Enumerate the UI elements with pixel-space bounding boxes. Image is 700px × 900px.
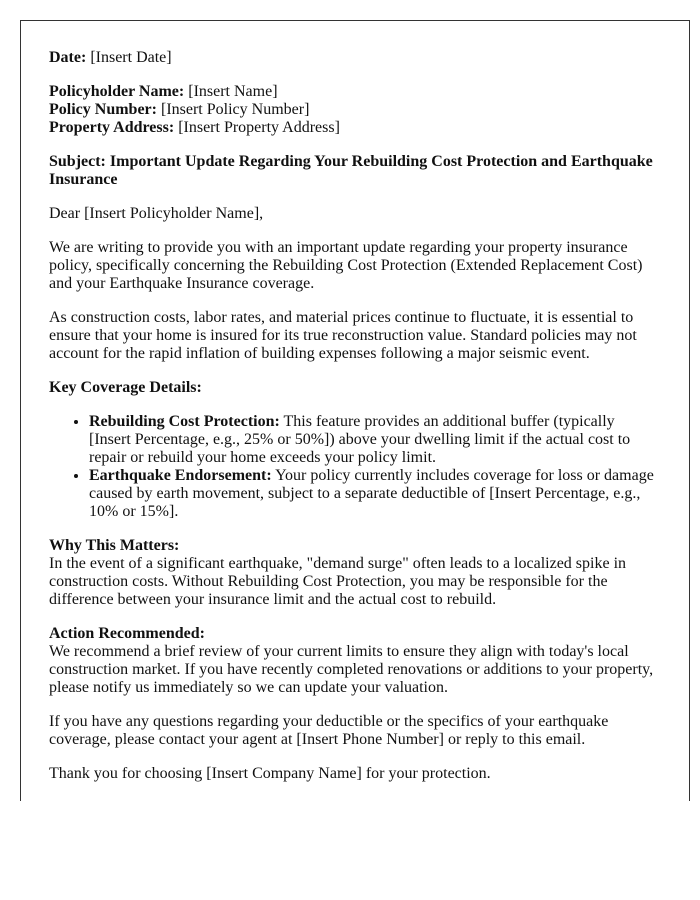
policy-info [49,83,660,137]
coverage-list [49,413,660,521]
policy-number-line: Policy Number: [Insert Policy Number] [49,101,310,118]
property-address-line: Property Address: [Insert Property Address] [49,119,340,136]
list-item: • Earthquake Endorsement: Your policy currently includes coverage for loss or damage caused by earth movement, subject to a separate deductible of [Insert Percentage, e.g., 10% or 15%]. [89,467,660,521]
key-coverage-heading: Key Coverage Details: [49,379,202,396]
context-paragraph: As construction costs, labor rates, and material prices continue to fluctuate, it is essential to ensure that your home is insured for its true reconstruction value. Standard policies may not account for the rapid inflation of building expenses following a major seismic event. [49,309,637,362]
salutation: Dear [Insert Policyholder Name], [49,205,264,222]
closing-paragraph: Thank you for choosing [Insert Company Name] for your protection. [49,765,491,782]
letter-page [20,20,690,801]
why-section: Why This Matters: In the event of a significant earthquake, "demand surge" often leads to a localized spike in construction costs. Without Rebuilding Cost Protection, you may be responsible for the difference between your insurance limit and the actual cost to rebuild. [49,537,627,608]
list-item: • Rebuilding Cost Protection: This feature provides an additional buffer (typically [Insert Percentage, e.g., 25% or 50%]) above your dwelling limit if the actual cost to repair or rebuild your home exceeds your policy limit. [89,413,660,467]
questions-paragraph: If you have any questions regarding your deductible or the specifics of your earthquake coverage, please contact your agent at [Insert Phone Number] or reply to this email. [49,713,609,748]
intro-paragraph: We are writing to provide you with an important update regarding your property insurance policy, specifically concerning the Rebuilding Cost Protection (Extended Replacement Cost) and your Earthquake Insurance coverage. [49,239,643,292]
date-line: Date: [Insert Date] [49,49,172,66]
policyholder-name-line: Policyholder Name: [Insert Name] [49,83,278,100]
subject-line: Subject: Important Update Regarding Your Rebuilding Cost Protection and Earthquake Insurance [49,153,653,188]
action-section: Action Recommended: We recommend a brief review of your current limits to ensure they align with today's local construction market. If you have recently completed renovations or additions to your property, please notify us immediately so we can update your valuation. [49,625,654,696]
